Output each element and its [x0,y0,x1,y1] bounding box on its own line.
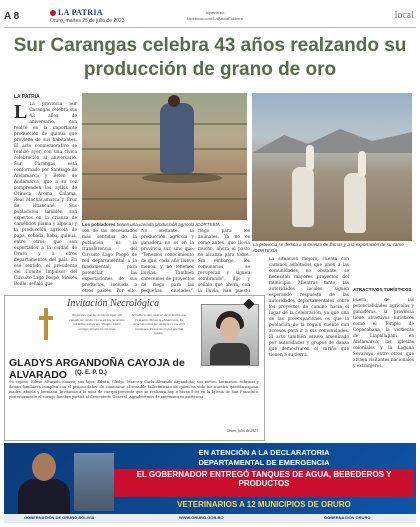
caption-credit: /CORTESÍA [253,248,278,253]
caption-credit: /CORTESÍA [195,222,220,227]
ad-footer-website[interactable]: WWW.ORURO.GOB.BO [179,515,224,520]
qepd-label: (Q. E. P. D.) [75,370,107,376]
article-column-6 [353,298,414,439]
article-column-1 [14,102,77,294]
ad-line-1: EN ATENCIÓN A LA DECLARATORIA [198,448,330,457]
deceased-name: GLADYS ARGANDOÑA CAYOJA de ALVARADO [9,357,185,381]
column-text: No obstante, la producción agrícola y ganadera no es en la provincia sur, sino que. "Tenemos conocimiento de qué, cada año llueve menos, y no tenemos lluvias. También carecemos de proyectos de riego para las pequeñas ciudades", [141,229,194,293]
article-column-5 [269,257,349,439]
page-header [0,0,420,28]
caption-text: La provincia se dedica a la crianza de llamas y a la exportación de su carne [253,242,404,247]
drop-cap: L [14,102,28,123]
logo-text: LA PATRIA [58,8,103,17]
obituary-details: Su esposo: Edwin Alvarado Suarez; sus hijos: Edwin, Gladys, Marco y Carla Alvarado Argandoña; sus nietos, hermanos, sobrinos y demás familiares cumplen con el penoso deber de comunicar el sensible fallecimiento de quien en vida fue nuestra querida esposa, madre, abuela y hermana. Invitamos a la misa de cuerpo presente que se realizará hoy a horas 9:00 en la Iglesia de San Francisco, posteriormente el cortejo fúnebre partirá al Cementerio General. Agradecemos de antemano su asistencia. [9,380,259,399]
column-text: La provincia Sur Carangas celebró sus 43 años de aniversario, con realce en la importante producción de quinua que proviene de sus habitantes. El acto conmemorativo se realizó ayer, con una cívica celebración al aniversario. Sur Carangas está conformado por Santiago de Andamarca y Belén de Andamarca, que a su vez comprenden los ayllus de Orinoca, Aroma, Calama, Real Machacamarca y Cruz de Huancané. Sus pobladores también son expertos en la crianza de camélidos (llama y alpaca) y la producción agrícola de papa, cebada, haba, quinua, entre otros; que son exportados a la ciudad de Oruro y a otros departamentos del país. En ese sentido, el presidente del Comité Impulsor del Circuito Lago Poopó, Moisés Beille, señaló que [14,102,77,287]
deceased-portrait [201,304,259,366]
obituary-notice [4,295,265,441]
article-photo-llamas [252,93,412,241]
article-author: LA PATRIA [14,94,40,100]
article-photo-farmer [82,93,247,220]
cross-icon [39,308,53,340]
newspaper-logo [50,8,103,17]
header-divider [4,27,416,28]
government-advertisement[interactable] [4,443,416,523]
subheading-tourism: ATRACTIVOS TURÍSTICOS [353,287,412,292]
column-text: Fuera de las potencialidades agrícolas y ganaderas, la provincia tiene atractivos turísticos como el Templo de Copacabana, la vertiente de Llapallapani en Andamarca, las iglesias coloniales y la Laguna Sevaruyo, entre otros, que atraen visitantes nacionales y extranjeros. [353,298,414,369]
section-label: local [394,10,414,21]
ad-line-3: EL GOBERNADOR ENTREGÓ TANQUES DE AGUA, BEBEDEROS Y PRODUCTOS [136,470,392,488]
issue-date: Oruro, martes 25 de julio de 2023 [50,18,125,24]
ad-line-2: DEPARTAMENTAL DE EMERGENCIA [198,458,330,467]
water-tanks-photo [74,453,114,511]
logo-icon [50,10,56,16]
article-headline: Sur Carangas celebra 43 años realzando su producción de grano de oro [13,35,407,80]
column-text: La situación mejoró, cuenta con caminos asfaltados que unen a las comunidades; no obstante, se necesitan mayores proyectos del municipio. Mientras tanto, las autoridades locales siguen esperando respuesta de las autoridades departamentales sobre los proyectos de camino hacia el lugar de la celebración, ya que una de las preocupaciones es que la población de la región cuente con accesos para ir a sus comunidades. El acto también estuvo amenizado por autoridades y grupos de danza que demostraron el cariño que tienen a su tierra. [269,257,349,358]
governor-photo [14,451,74,514]
social-links [185,10,245,22]
ad-footer-facebook[interactable]: GOBERNACIÓN DE ORURO BOLIVIA [24,515,95,520]
obituary-title: Invitación Necrológica [67,298,160,309]
ad-line-4: VETERINARIOS A 12 MUNICIPIOS DE ORURO [177,500,351,509]
photo-caption-farmer [82,222,252,227]
ad-footer [4,514,416,523]
photo-caption-llamas [253,242,413,254]
column-text: son de las necesidades más sentidas de la población es la transferencia del Circuito Lago Poopó de red departamental a la fundamental, para potenciar las exportaciones de sus productos, incluida a otros países. Por ello, [82,229,137,293]
obituary-place-date: Oruro, julio de 2023 [226,429,258,433]
page-number: A 8 [4,11,20,22]
caption-bold: Los pobladores [82,222,116,227]
social-link-web[interactable]: lapatria.bo [205,10,225,15]
social-link-facebook[interactable]: facebook.com/LaPatriaEnLinea [187,16,243,21]
obituary-verse-right: Si hubiera sido ya lo sé, de lo mucho que yo te amo. Nunca te olvidaremos. Tu recuerdo vivirá por siempre en nuestros corazones. Descansa en paz querida madre. [131,313,187,335]
caption-text: tienen una variada producción agrícola [115,222,195,227]
ad-footer-handle[interactable]: GOBERNACIÓN ORURO [324,515,371,520]
article-column-4 [198,229,250,293]
column-text: riego para los animales. Ya no es como antes, que llovía mucho, ahora el pasto no alcanza para todos. Sin embargo, los comunarios se recuperan y siguen sembrando", dijo y señaló que ahora, con la lluvia, han puesto [198,229,250,293]
obituary-verse-left: No pienses que me he ido al sigue allí cuando me sientes cerca, en tus recuerdos tus bellas memorias. Siempre estaré contigo, aunque no me veas. [69,313,125,331]
article-column-3 [141,229,194,293]
article-column-2 [82,229,137,293]
